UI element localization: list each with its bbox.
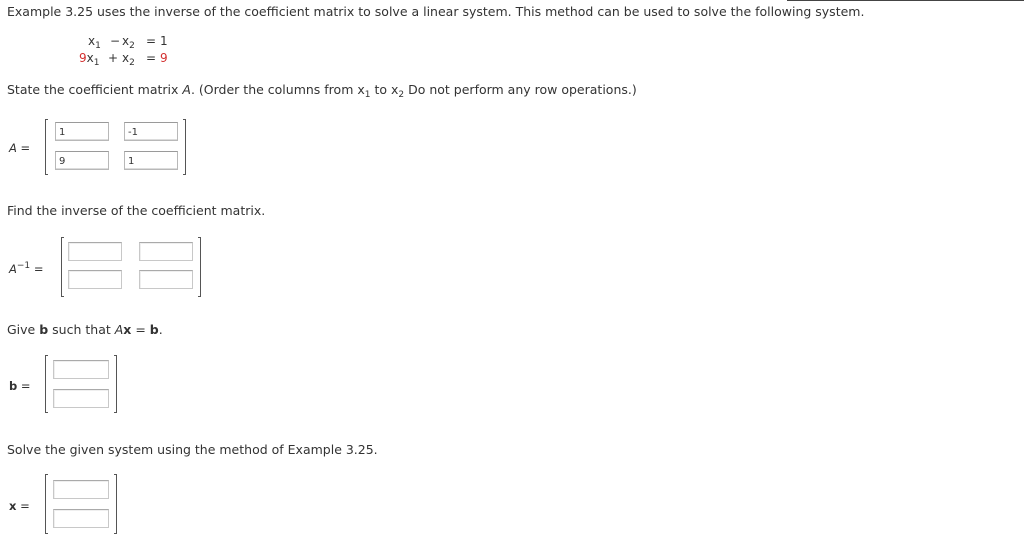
vector-x-right-bracket (114, 474, 117, 534)
matrix-Ainv-r2c1-input[interactable] (68, 270, 122, 289)
vector-b-left-bracket (45, 355, 48, 413)
vector-x-left-bracket (45, 474, 48, 534)
question-solve-system: Solve the given system using the method of Example 3.25. (7, 442, 378, 457)
matrix-A-r1c1-input[interactable] (55, 122, 109, 141)
question-inverse: Find the inverse of the coefficient matrix. (7, 203, 266, 218)
label-A: A = (9, 141, 31, 155)
matrix-Ainv-right-bracket (198, 237, 201, 297)
label-b: b = (9, 379, 31, 393)
label-A-inverse: $A^{-1}$ = (9, 261, 44, 276)
matrix-A-left-bracket (45, 119, 48, 175)
eq2-equals: = (146, 51, 157, 65)
eq2-x1: $9x_1$ (79, 51, 100, 68)
top-divider (787, 0, 1024, 1)
eq2-op: + (108, 51, 119, 65)
matrix-A-r2c1-input[interactable] (55, 151, 109, 170)
matrix-Ainv-r1c1-input[interactable] (68, 242, 122, 261)
matrix-Ainv-left-bracket (61, 237, 64, 297)
eq1-rhs: 1 (160, 34, 168, 48)
eq2-x2: $x_2$ (122, 51, 135, 68)
eq1-x1: $x_1$ (88, 34, 101, 51)
matrix-A-r1c2-input[interactable] (124, 122, 178, 141)
question-b-vector: Give b such that Ax = b. (7, 322, 163, 337)
matrix-Ainv-r2c2-input[interactable] (139, 270, 193, 289)
matrix-Ainv-r1c2-input[interactable] (139, 242, 193, 261)
vector-b-r1-input[interactable] (53, 360, 109, 379)
vector-x-r2-input[interactable] (53, 509, 109, 528)
vector-b-r2-input[interactable] (53, 389, 109, 408)
question-coefficient-matrix: State the coefficient matrix A. (Order the columns from $x_1$ to $x_2$ Do not perform any row operations.) (7, 82, 637, 100)
eq1-x2: $x_2$ (122, 34, 135, 51)
intro-text: Example 3.25 uses the inverse of the coefficient matrix to solve a linear system. This method can be used to solve the following system. (7, 4, 865, 19)
label-x: x = (9, 499, 30, 513)
vector-x-r1-input[interactable] (53, 480, 109, 499)
eq2-rhs: 9 (160, 51, 168, 65)
matrix-A-r2c2-input[interactable] (124, 151, 178, 170)
vector-b-right-bracket (114, 355, 117, 413)
eq1-op: − (110, 34, 121, 48)
matrix-A-right-bracket (183, 119, 186, 175)
eq1-equals: = (146, 34, 157, 48)
